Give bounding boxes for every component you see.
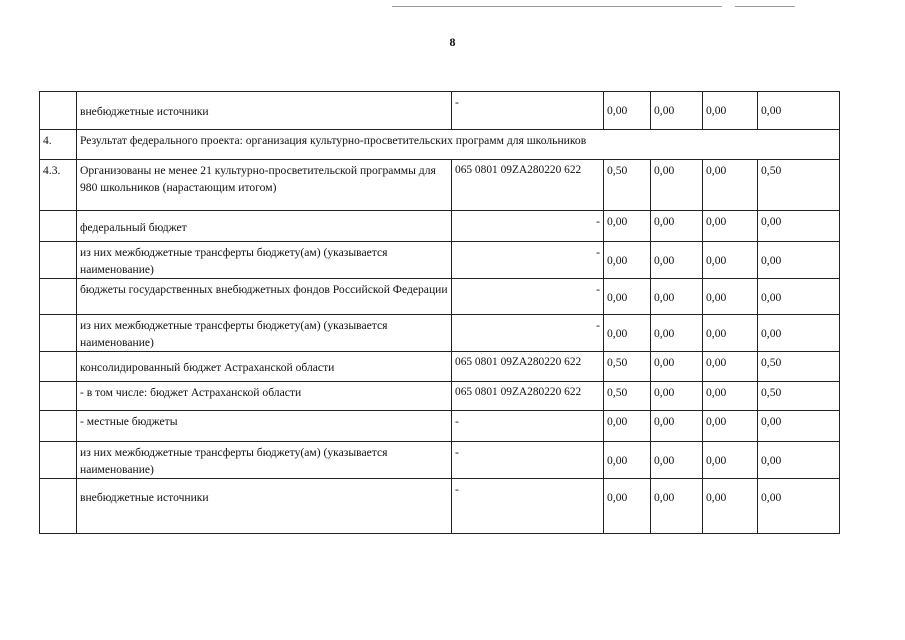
row-value-1: 0,00 [604, 411, 651, 442]
row-value-4: 0,50 [758, 382, 840, 411]
row-value-4: 0,00 [758, 315, 840, 352]
row-value-4: 0,00 [758, 242, 840, 279]
row-value-4: 0,50 [758, 352, 840, 382]
row-code: 065 0801 09ZA280220 622 [452, 352, 604, 382]
table-row [40, 160, 840, 211]
row-name: - местные бюджеты [77, 411, 452, 442]
row-value-4: 0,00 [758, 92, 840, 130]
row-value-2: 0,00 [651, 92, 703, 130]
row-value-1: 0,50 [604, 382, 651, 411]
row-number [40, 479, 77, 534]
row-value-1: 0,50 [604, 160, 651, 211]
row-value-1: 0,00 [604, 211, 651, 242]
row-value-1: 0,00 [604, 315, 651, 352]
budget-table [39, 91, 840, 534]
row-name: Организованы не менее 21 культурно-просветительской программы для 980 школьников (нарастающим итогом) [77, 160, 452, 211]
row-code: - [452, 242, 604, 279]
table-row [40, 279, 840, 315]
row-number [40, 242, 77, 279]
row-number [40, 211, 77, 242]
row-value-3: 0,00 [703, 352, 758, 382]
row-number [40, 352, 77, 382]
table-row [40, 411, 840, 442]
row-name: бюджеты государственных внебюджетных фондов Российской Федерации [77, 279, 452, 315]
page-number: 8 [449, 35, 456, 49]
row-code: - [452, 315, 604, 352]
row-number: 4.3. [40, 160, 77, 211]
table-row [40, 242, 840, 279]
section-title: Результат федерального проекта: организация культурно-просветительских программ для школьников [77, 130, 840, 160]
row-value-2: 0,00 [651, 382, 703, 411]
row-number [40, 279, 77, 315]
row-number [40, 442, 77, 479]
row-value-1: 0,50 [604, 352, 651, 382]
row-value-4: 0,00 [758, 211, 840, 242]
row-name: из них межбюджетные трансферты бюджету(ам) (указывается наименование) [77, 442, 452, 479]
row-value-3: 0,00 [703, 382, 758, 411]
row-value-3: 0,00 [703, 242, 758, 279]
row-value-1: 0,00 [604, 242, 651, 279]
row-code: - [452, 279, 604, 315]
row-value-2: 0,00 [651, 279, 703, 315]
row-value-2: 0,00 [651, 242, 703, 279]
row-number [40, 382, 77, 411]
row-value-4: 0,00 [758, 279, 840, 315]
row-value-3: 0,00 [703, 279, 758, 315]
row-value-3: 0,00 [703, 92, 758, 130]
row-name: федеральный бюджет [77, 211, 452, 242]
table-row [40, 442, 840, 479]
row-name: из них межбюджетные трансферты бюджету(ам) (указывается наименование) [77, 242, 452, 279]
section-row [40, 130, 840, 160]
row-code: - [452, 411, 604, 442]
row-name: консолидированный бюджет Астраханской области [77, 352, 452, 382]
row-value-2: 0,00 [651, 160, 703, 211]
table-row [40, 211, 840, 242]
row-name: внебюджетные источники [77, 92, 452, 130]
row-value-2: 0,00 [651, 442, 703, 479]
row-value-3: 0,00 [703, 160, 758, 211]
row-value-1: 0,00 [604, 92, 651, 130]
row-value-3: 0,00 [703, 211, 758, 242]
row-value-4: 0,00 [758, 479, 840, 534]
row-value-3: 0,00 [703, 315, 758, 352]
row-value-2: 0,00 [651, 352, 703, 382]
row-value-4: 0,00 [758, 442, 840, 479]
row-name: из них межбюджетные трансферты бюджету(ам) (указывается наименование) [77, 315, 452, 352]
row-value-1: 0,00 [604, 479, 651, 534]
row-name: внебюджетные источники [77, 479, 452, 534]
scan-artifact-line [392, 6, 722, 7]
table-row [40, 479, 840, 534]
scan-artifact-line [735, 6, 795, 7]
table-row [40, 382, 840, 411]
row-number [40, 92, 77, 130]
row-value-2: 0,00 [651, 211, 703, 242]
table-row [40, 92, 840, 130]
row-value-4: 0,00 [758, 411, 840, 442]
row-number [40, 315, 77, 352]
row-number [40, 411, 77, 442]
row-code: - [452, 479, 604, 534]
row-value-2: 0,00 [651, 411, 703, 442]
row-code: - [452, 211, 604, 242]
section-number: 4. [40, 130, 77, 160]
row-code: - [452, 92, 604, 130]
row-value-1: 0,00 [604, 442, 651, 479]
row-value-3: 0,00 [703, 411, 758, 442]
row-value-4: 0,50 [758, 160, 840, 211]
row-value-2: 0,00 [651, 479, 703, 534]
table-row [40, 352, 840, 382]
row-value-3: 0,00 [703, 479, 758, 534]
row-value-3: 0,00 [703, 442, 758, 479]
row-code: - [452, 442, 604, 479]
row-code: 065 0801 09ZA280220 622 [452, 382, 604, 411]
row-value-1: 0,00 [604, 279, 651, 315]
row-value-2: 0,00 [651, 315, 703, 352]
row-code: 065 0801 09ZA280220 622 [452, 160, 604, 211]
table-row [40, 315, 840, 352]
row-name: - в том числе: бюджет Астраханской области [77, 382, 452, 411]
